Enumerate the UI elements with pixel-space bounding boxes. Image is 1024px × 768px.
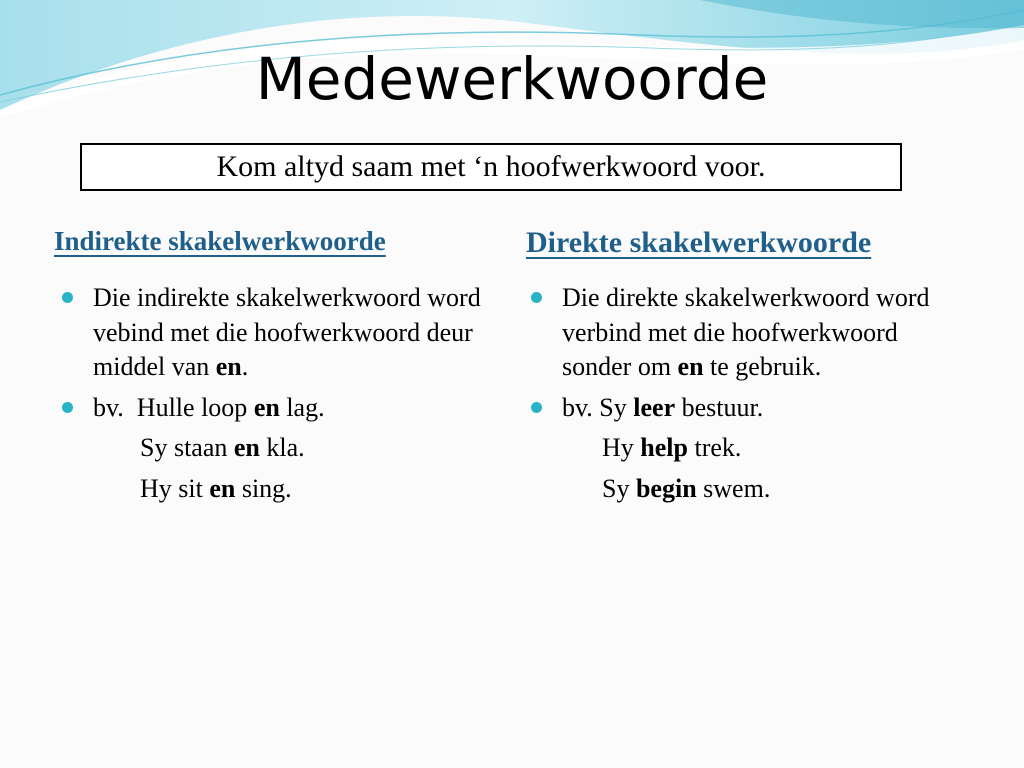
slide-title: Medewerkwoorde	[255, 45, 769, 113]
left-example-line-3: Hy sit en sing.	[140, 473, 292, 503]
bullet-dot-icon	[531, 402, 542, 413]
bullet-dot-icon	[62, 402, 73, 413]
left-bullet-definition: Die indirekte skakelwerkwoord word vebind met die hoofwerkwoord deur middel van en.	[62, 281, 502, 385]
left-bullet-example: bv. Hulle loop en lag.	[62, 391, 502, 426]
right-bullet-example: bv. Sy leer bestuur.	[531, 391, 971, 426]
right-column-heading: Direkte skakelwerkwoorde	[526, 226, 872, 259]
right-example-line-2: Hy help trek.	[602, 433, 742, 462]
right-column	[531, 281, 971, 506]
right-bullet-definition: Die direkte skakelwerkwoord word verbind met die hoofwerkwoord sonder om en te gebruik.	[531, 281, 971, 385]
left-example-line-2: Sy staan en kla.	[140, 433, 305, 462]
left-column-heading: Indirekte skakelwerkwoorde	[54, 226, 386, 256]
subtitle-text: Kom altyd saam met ‘n hoofwerkwoord voor.	[216, 150, 766, 183]
right-example-line-3: Sy begin swem.	[602, 473, 771, 503]
bullet-dot-icon	[531, 292, 542, 303]
bullet-dot-icon	[62, 292, 73, 303]
left-column	[62, 281, 502, 506]
subtitle-box	[80, 143, 902, 191]
